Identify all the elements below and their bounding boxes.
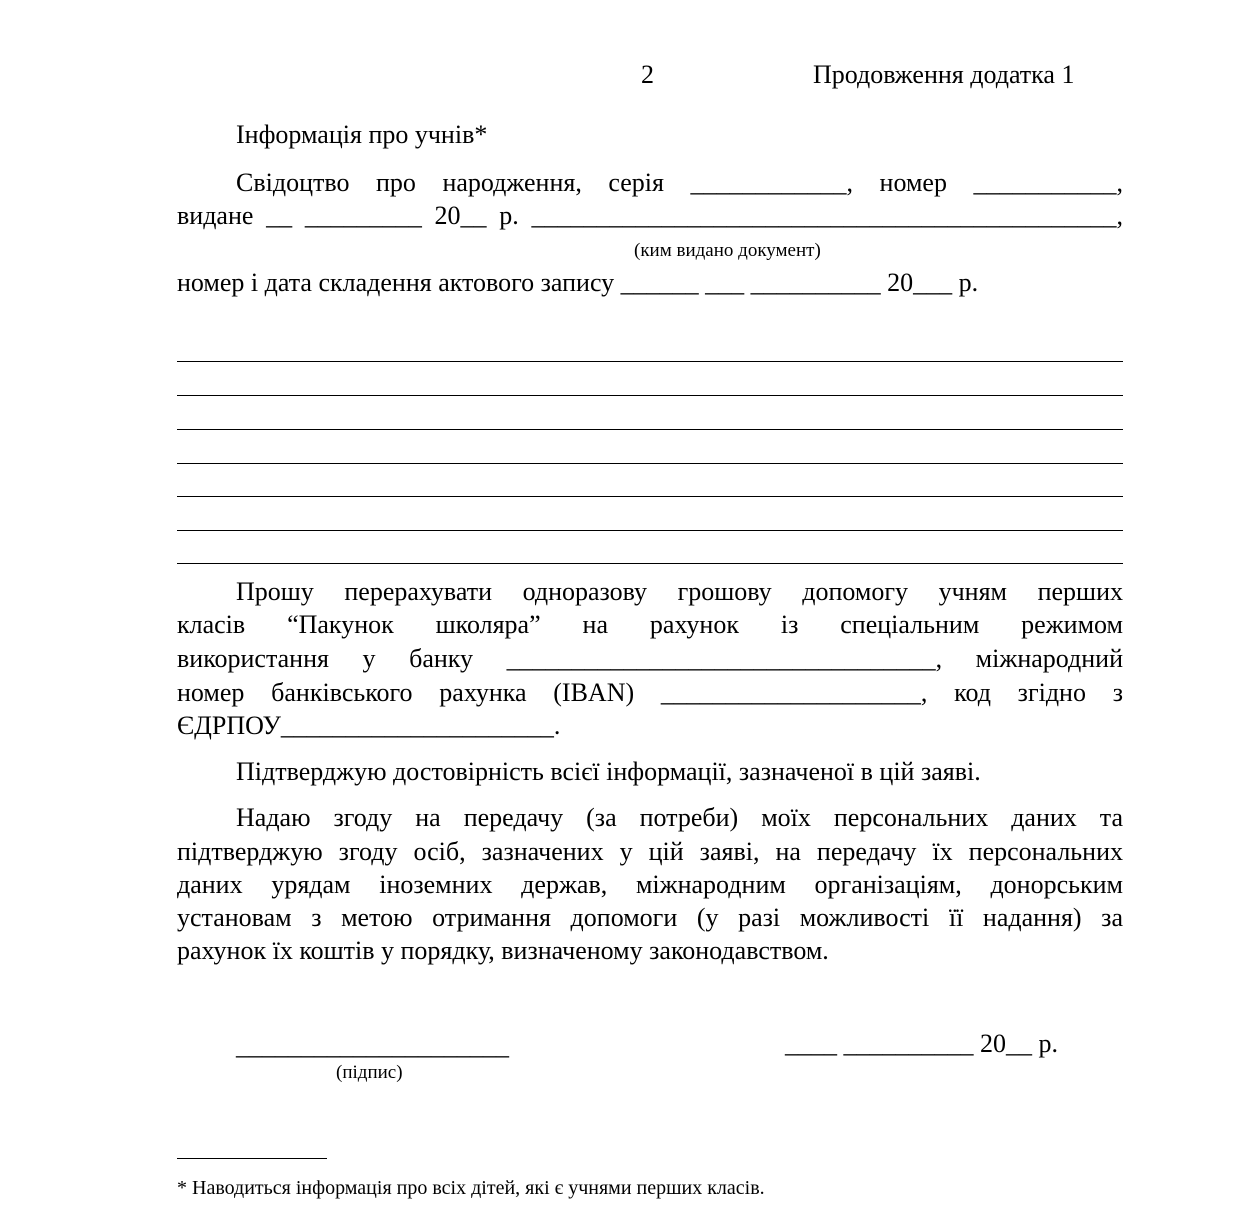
issuer-caption: (ким видано документ) [634,240,821,261]
confirmation-statement: Підтверджую достовірність всієї інформації, зазначеної в цій заяві. [236,757,981,786]
request-line-2: класів “Пакунок школяра” на рахунок із спеціальним режимом [177,610,1123,639]
appendix-label: Продовження додатка 1 [813,60,1075,89]
blank-line [177,361,1123,362]
footnote-separator [177,1158,327,1159]
request-line-3: використання у банку _________________________________, міжнародний [177,644,1123,673]
consent-line-2: підтверджую згоду осіб, зазначених у цій заяві, на передачу їх персональних [177,837,1123,866]
blank-line [177,530,1123,531]
consent-line-5: рахунок їх коштів у порядку, визначеному законодавством. [177,936,829,965]
signature-line: _____________________ [236,1031,509,1060]
blank-line [177,429,1123,430]
date-field: ____ __________ 20__ р. [785,1029,1058,1058]
consent-line-4: установам з метою отримання допомоги (у разі можливості її надання) за [177,903,1123,932]
page-number: 2 [641,60,654,89]
blank-line [177,463,1123,464]
request-line-5: ЄДРПОУ_____________________. [177,711,561,740]
consent-line-1: Надаю згоду на передачу (за потреби) моїх персональних даних та [236,803,1123,832]
blank-line [177,395,1123,396]
birth-certificate-line-1: Свідоцтво про народження, серія ____________, номер ___________, [236,168,1123,197]
consent-line-3: даних урядам іноземних держав, міжнародним організаціям, донорським [177,870,1123,899]
blank-line [177,563,1123,564]
footnote: * Наводиться інформація про всіх дітей, які є учнями перших класів. [177,1177,765,1199]
section-title: Інформація про учнів* [236,120,488,149]
blank-line [177,496,1123,497]
signature-caption: (підпис) [336,1062,403,1083]
birth-certificate-line-3: номер і дата складення актового запису ______ ___ __________ 20___ р. [177,268,979,297]
birth-certificate-line-2: видане __ _________ 20__ р. _____________________________________________, [177,201,1123,230]
request-line-1: Прошу перерахувати одноразову грошову допомогу учням перших [236,577,1123,606]
request-line-4: номер банківського рахунка (IBAN) ____________________, код згідно з [177,678,1123,707]
